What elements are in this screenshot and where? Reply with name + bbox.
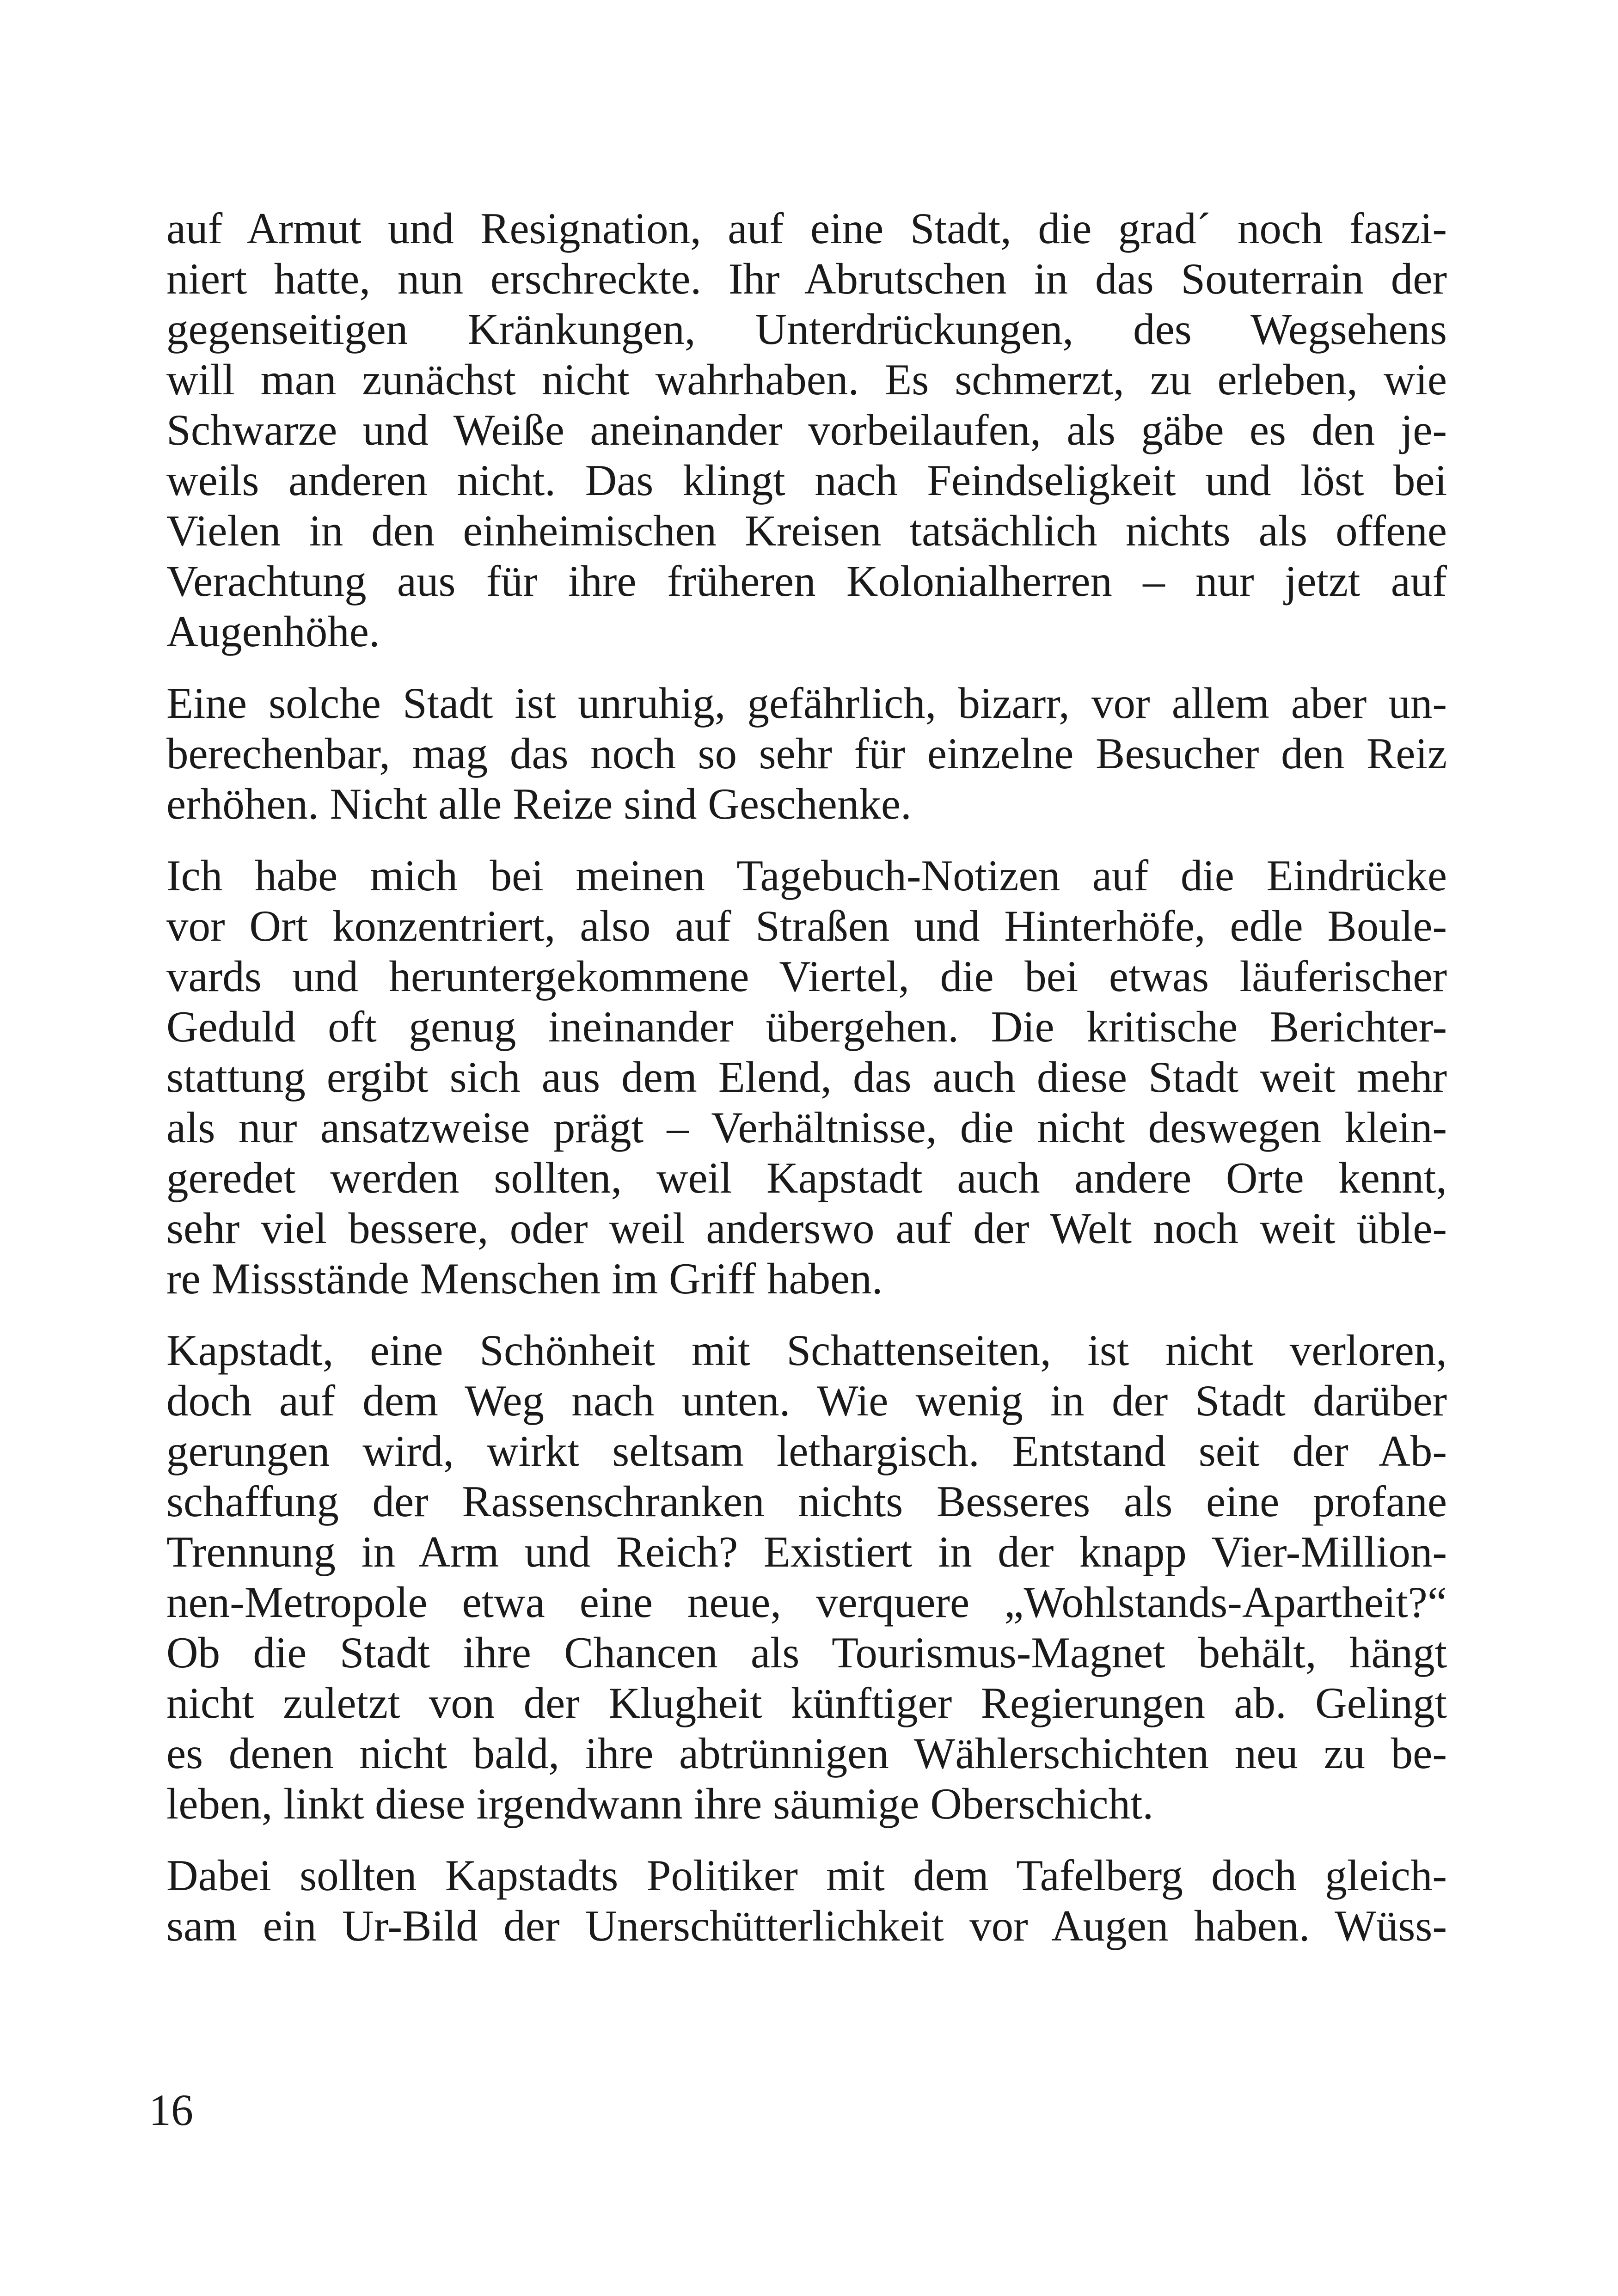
text-line: geredet werden sollten, weil Kapstadt auch andere Orte kennt, bbox=[166, 1153, 1447, 1202]
text-line: Vielen in den einheimischen Kreisen tatsächlich nichts als offene bbox=[166, 506, 1447, 555]
text-line: nicht zuletzt von der Klugheit künftiger Regierungen ab. Gelingt bbox=[166, 1678, 1447, 1727]
text-line: re Missstände Menschen im Griff haben. bbox=[166, 1254, 883, 1303]
text-line: schaffung der Rassenschranken nichts Besseres als eine profane bbox=[166, 1477, 1447, 1526]
paragraph-3 bbox=[166, 851, 1447, 1304]
text-line: doch auf dem Weg nach unten. Wie wenig in der Stadt darüber bbox=[166, 1376, 1447, 1425]
text-line: weils anderen nicht. Das klingt nach Feindseligkeit und löst bei bbox=[166, 456, 1447, 505]
text-line: sam ein Ur-Bild der Unerschütterlichkeit vor Augen haben. Wüss- bbox=[166, 1901, 1447, 1950]
paragraph-4 bbox=[166, 1325, 1447, 1829]
text-line: Dabei sollten Kapstadts Politiker mit dem Tafelberg doch gleich- bbox=[166, 1851, 1447, 1900]
text-line: will man zunächst nicht wahrhaben. Es schmerzt, zu erleben, wie bbox=[166, 355, 1447, 404]
text-line: erhöhen. Nicht alle Reize sind Geschenke. bbox=[166, 779, 912, 828]
text-line: niert hatte, nun erschreckte. Ihr Abrutschen in das Souterrain der bbox=[166, 254, 1447, 303]
text-line: Kapstadt, eine Schönheit mit Schattenseiten, ist nicht verloren, bbox=[166, 1326, 1447, 1375]
text-line: vards und heruntergekommene Viertel, die bei etwas läuferischer bbox=[166, 952, 1447, 1001]
text-line: Ob die Stadt ihre Chancen als Tourismus-Magnet behält, hängt bbox=[166, 1628, 1447, 1677]
text-line: sehr viel bessere, oder weil anderswo auf der Welt noch weit üble- bbox=[166, 1204, 1447, 1253]
paragraph-2 bbox=[166, 678, 1447, 829]
text-line: Verachtung aus für ihre früheren Kolonialherren – nur jetzt auf bbox=[166, 557, 1447, 606]
text-line: gegenseitigen Kränkungen, Unterdrückungen, des Wegsehens bbox=[166, 305, 1447, 354]
paragraph-1 bbox=[166, 203, 1447, 657]
text-line: Schwarze und Weiße aneinander vorbeilaufen, als gäbe es den je- bbox=[166, 405, 1447, 454]
text-line: es denen nicht bald, ihre abtrünnigen Wählerschichten neu zu be- bbox=[166, 1729, 1447, 1778]
text-line: Geduld oft genug ineinander übergehen. Die kritische Berichter- bbox=[166, 1002, 1447, 1051]
text-line: auf Armut und Resignation, auf eine Stadt, die grad´ noch faszi- bbox=[166, 204, 1447, 253]
text-line: nen-Metropole etwa eine neue, verquere „Wohlstands-Apartheit?“ bbox=[166, 1578, 1447, 1627]
text-line: stattung ergibt sich aus dem Elend, das auch diese Stadt weit mehr bbox=[166, 1053, 1447, 1102]
text-line: als nur ansatzweise prägt – Verhältnisse, die nicht deswegen klein- bbox=[166, 1103, 1447, 1152]
text-line: gerungen wird, wirkt seltsam lethargisch. Entstand seit der Ab- bbox=[166, 1427, 1447, 1476]
text-line: Eine solche Stadt ist unruhig, gefährlich, bizarr, vor allem aber un- bbox=[166, 679, 1447, 728]
page-number: 16 bbox=[149, 2085, 193, 2135]
paragraph-5 bbox=[166, 1850, 1447, 1951]
text-line: Trennung in Arm und Reich? Existiert in der knapp Vier-Million- bbox=[166, 1527, 1447, 1576]
text-line: leben, linkt diese irgendwann ihre säumige Oberschicht. bbox=[166, 1779, 1154, 1828]
text-line: Ich habe mich bei meinen Tagebuch-Notizen auf die Eindrücke bbox=[166, 851, 1447, 900]
text-line: berechenbar, mag das noch so sehr für einzelne Besucher den Reiz bbox=[166, 729, 1447, 778]
text-line: vor Ort konzentriert, also auf Straßen und Hinterhöfe, edle Boule- bbox=[166, 901, 1447, 950]
text-line: Augenhöhe. bbox=[166, 607, 380, 656]
body-text bbox=[166, 203, 1447, 1972]
